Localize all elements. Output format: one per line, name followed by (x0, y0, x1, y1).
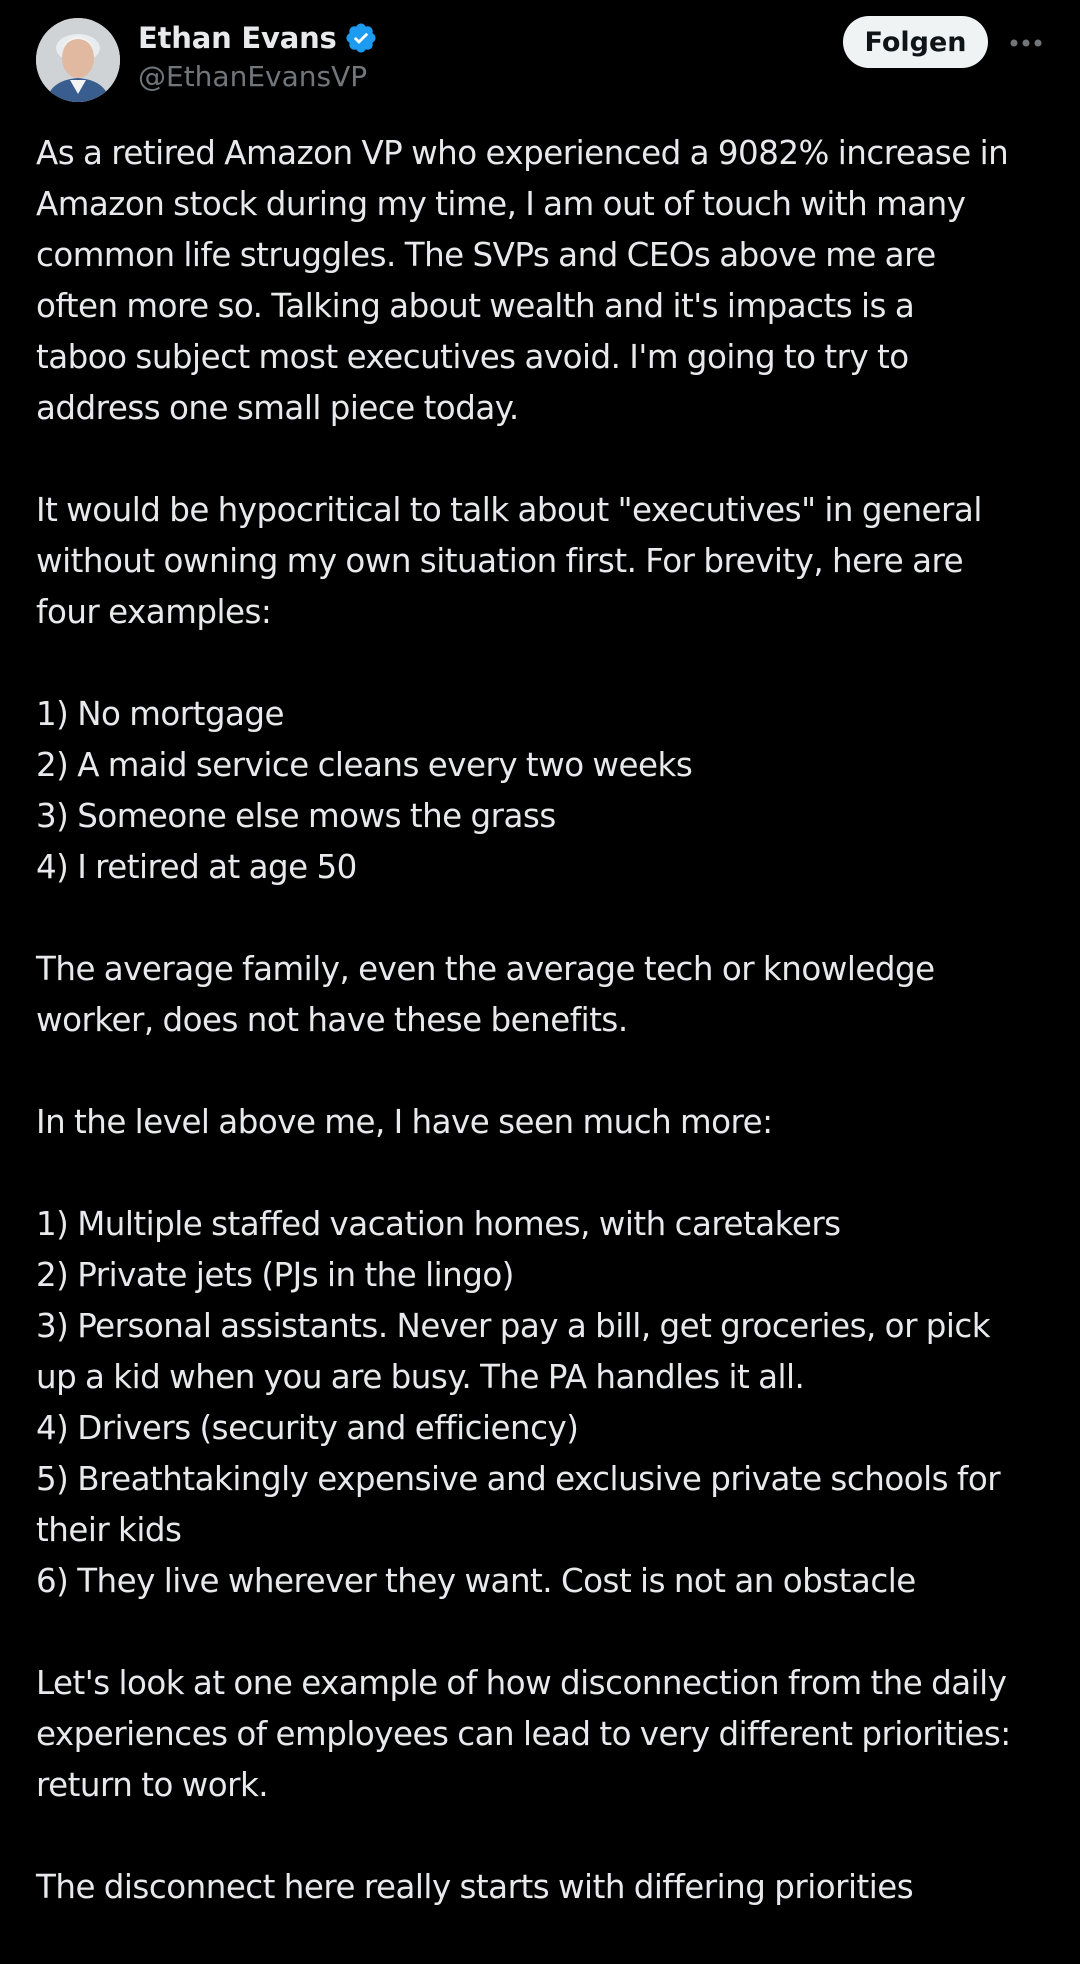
tweet-line: address one small piece today. (36, 389, 519, 427)
tweet-line: up a kid when you are busy. The PA handles it all. (36, 1358, 805, 1396)
tweet-paragraph (36, 128, 1046, 434)
name-row (138, 18, 378, 58)
tweet-line: It would be hypocritical to talk about "executives" in general (36, 491, 982, 529)
tweet-line: taboo subject most executives avoid. I'm going to try to (36, 338, 909, 376)
tweet-line: often more so. Talking about wealth and it's impacts is a (36, 287, 915, 325)
tweet-line: 4) I retired at age 50 (36, 848, 357, 886)
tweet-line: Amazon stock during my time, I am out of touch with many (36, 185, 966, 223)
tweet-line: without owning my own situation first. For brevity, here are (36, 542, 964, 580)
tweet-line: return to work. (36, 1766, 269, 1804)
user-handle[interactable]: @EthanEvansVP (138, 60, 368, 93)
tweet-paragraph (36, 944, 1046, 1046)
tweet-line: Let's look at one example of how disconnection from the daily (36, 1664, 1007, 1702)
avatar[interactable] (36, 18, 120, 102)
tweet-line: their kids (36, 1511, 182, 1549)
tweet-line: 3) Someone else mows the grass (36, 797, 556, 835)
tweet-line: 1) Multiple staffed vacation homes, with caretakers (36, 1205, 841, 1243)
tweet-line: 6) They live wherever they want. Cost is not an obstacle (36, 1562, 916, 1600)
tweet-paragraph (36, 689, 1046, 893)
tweet-line: The disconnect here really starts with differing priorities (36, 1868, 914, 1906)
verified-badge-icon[interactable] (344, 21, 378, 55)
tweet-line: 3) Personal assistants. Never pay a bill, get groceries, or pick (36, 1307, 991, 1345)
tweet-text (36, 128, 1046, 1964)
follow-button[interactable]: Folgen (843, 16, 988, 68)
tweet-line: worker, does not have these benefits. (36, 1001, 628, 1039)
tweet-line: 2) Private jets (PJs in the lingo) (36, 1256, 514, 1294)
tweet-line: The average family, even the average tech or knowledge (36, 950, 935, 988)
tweet-line: four examples: (36, 593, 272, 631)
tweet-paragraph (36, 1199, 1046, 1607)
tweet-line: 1) No mortgage (36, 695, 285, 733)
tweet-header (0, 0, 1080, 120)
avatar-image (36, 18, 120, 102)
tweet-line: 2) A maid service cleans every two weeks (36, 746, 693, 784)
tweet-line: In the level above me, I have seen much more: (36, 1103, 773, 1141)
tweet-paragraph (36, 1658, 1046, 1811)
tweet-line: experiences of employees can lead to very different priorities: (36, 1715, 1011, 1753)
tweet-paragraph (36, 485, 1046, 638)
tweet-paragraph (36, 1097, 1046, 1148)
display-name[interactable]: Ethan Evans (138, 21, 337, 55)
tweet-line: 4) Drivers (security and efficiency) (36, 1409, 579, 1447)
tweet-line: As a retired Amazon VP who experienced a 9082% increase in (36, 134, 1009, 172)
more-horizontal-icon[interactable] (1006, 28, 1046, 58)
tweet-line: common life struggles. The SVPs and CEOs above me are (36, 236, 936, 274)
tweet-paragraph (36, 1862, 1046, 1913)
tweet-line: 5) Breathtakingly expensive and exclusive private schools for (36, 1460, 1001, 1498)
